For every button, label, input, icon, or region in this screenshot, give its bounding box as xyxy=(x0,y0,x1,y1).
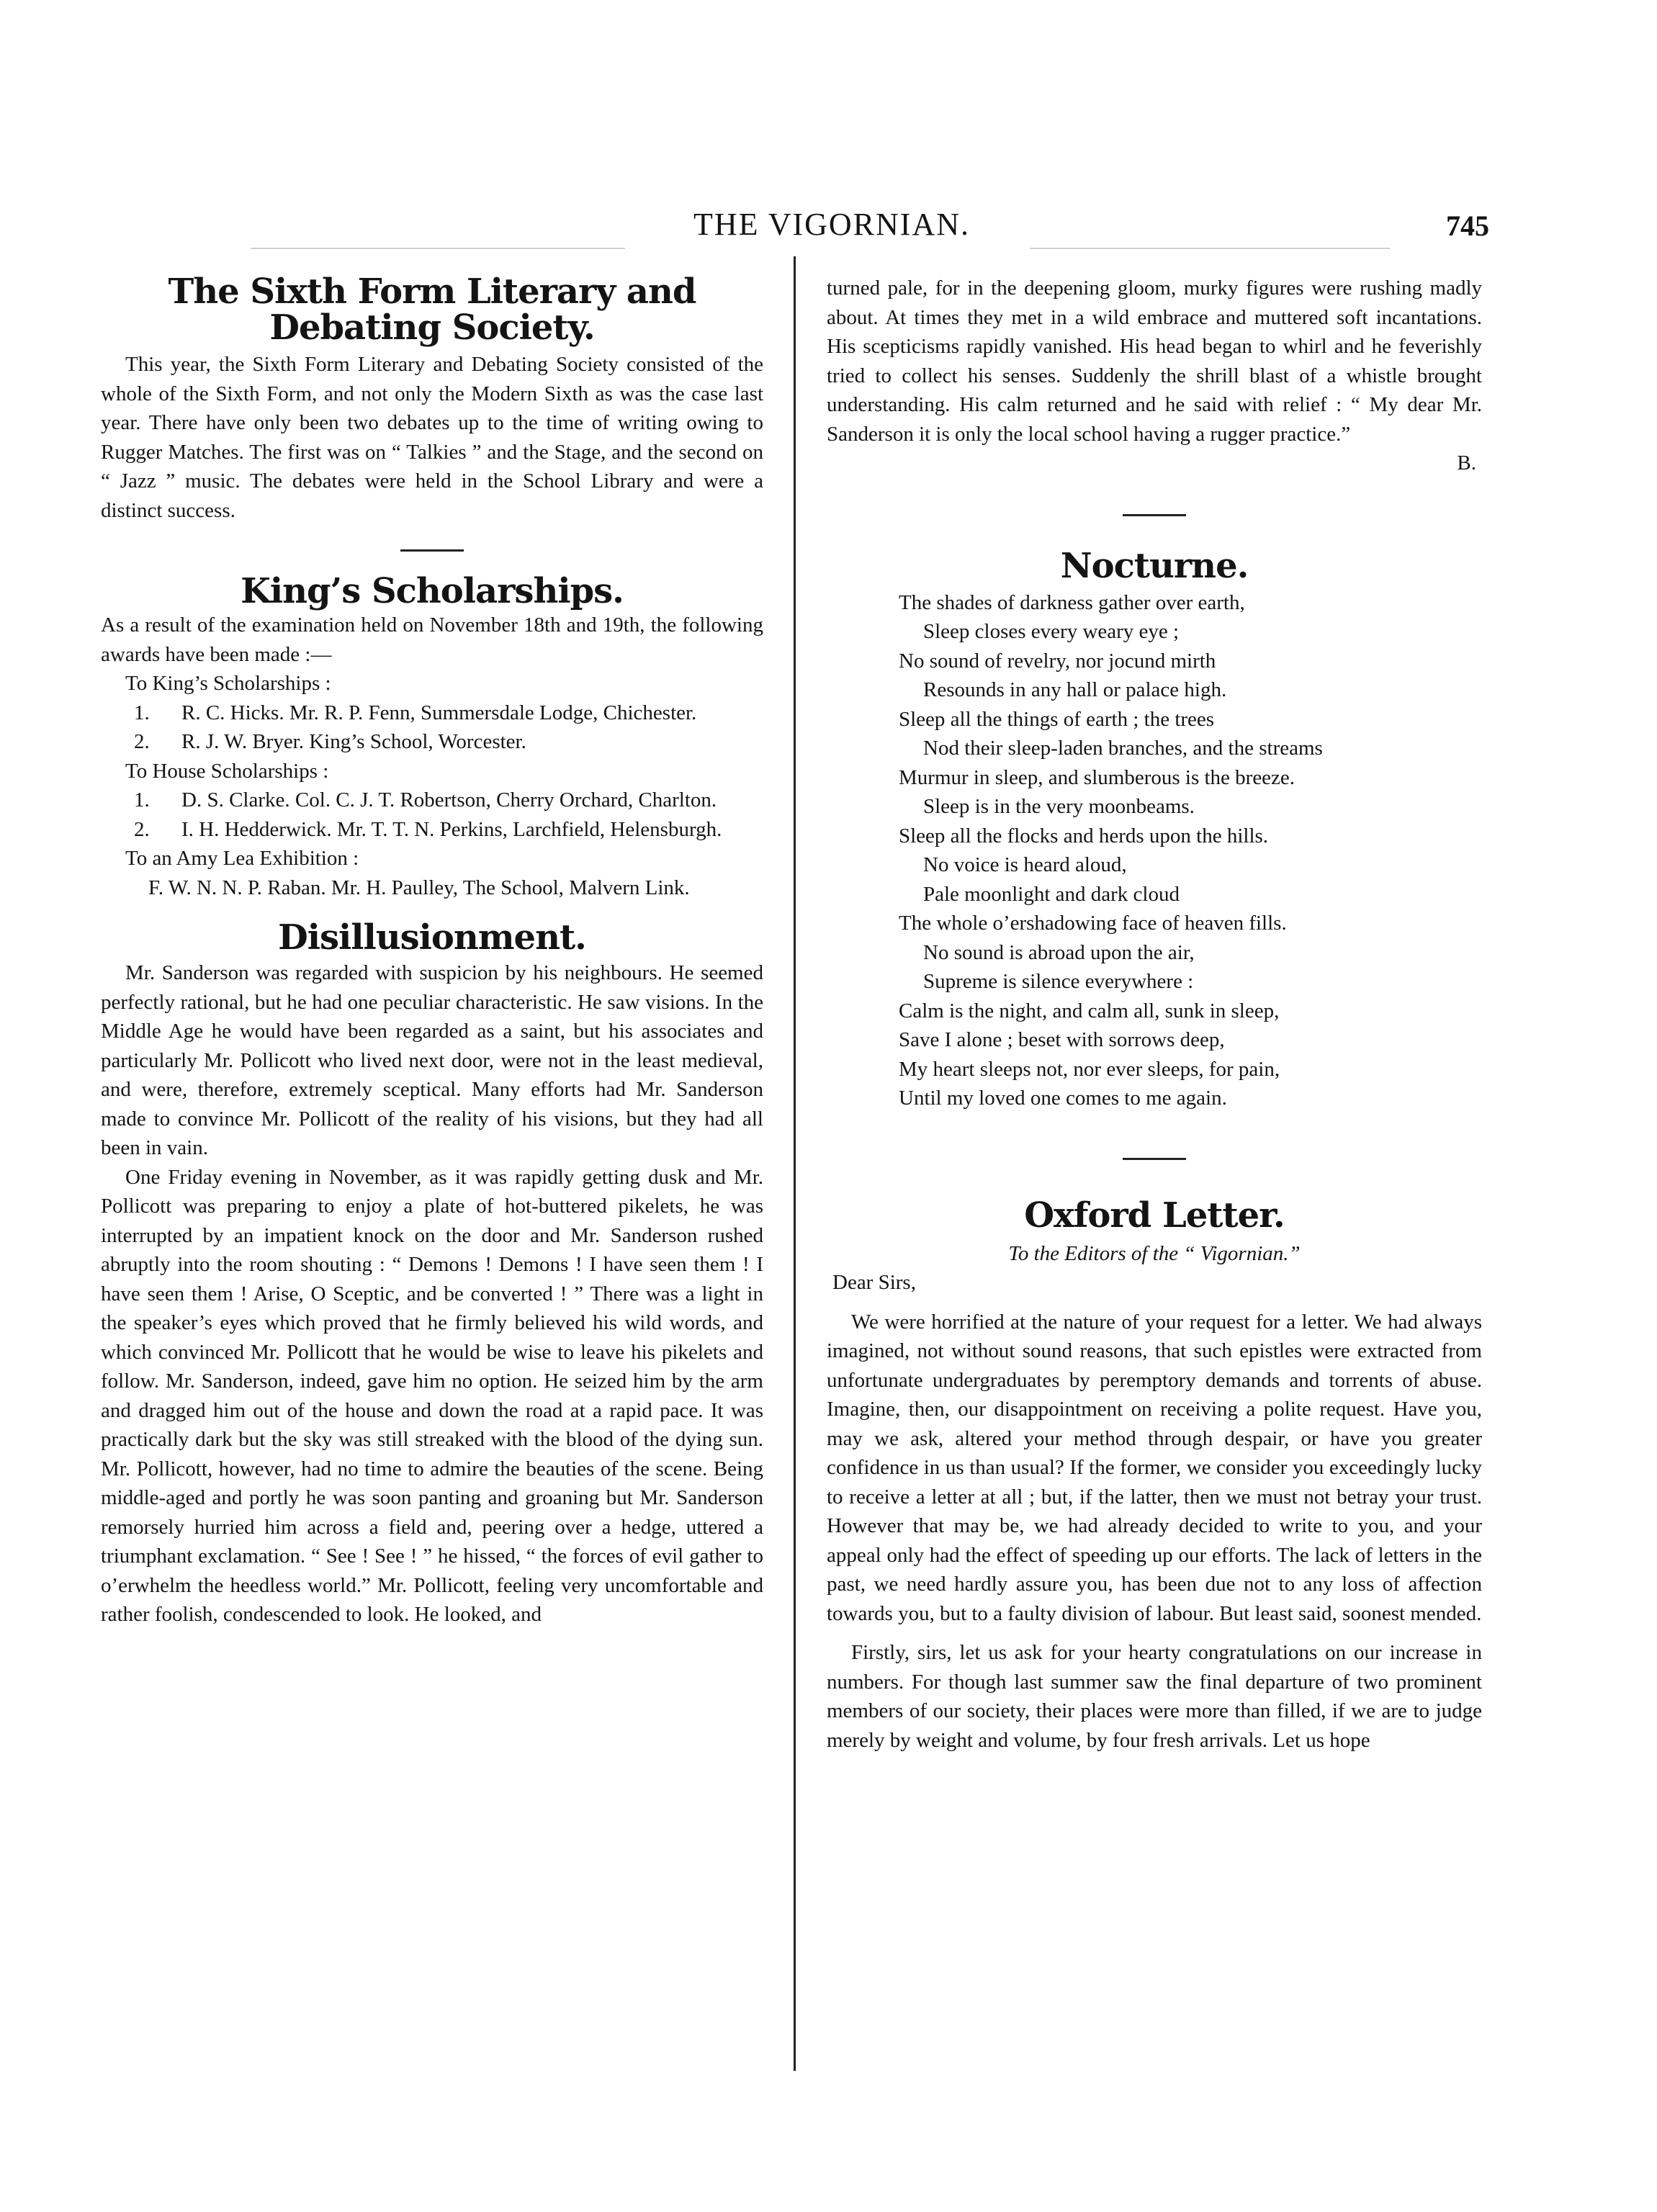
poem-line: Sleep is in the very moonbeams. xyxy=(923,795,1195,818)
society-body: This year, the Sixth Form Literary and Debating Society consisted of the whole of the Sixth Form, and not only the Modern Sixth as was the case last year. There have only been two debates up to the time of writing owing to Rugger Matches. The first was on “ Talkies ” and the Stage, and the second on “ Jazz ” music. The debates were held in the School Library and were a distinct success. xyxy=(101,353,763,522)
section-rule xyxy=(1123,514,1186,516)
poem-line: Nod their sleep-laden branches, and the streams xyxy=(923,737,1323,760)
poem-line: No sound is abroad upon the air, xyxy=(923,940,1195,964)
poem-line: Supreme is silence everywhere : xyxy=(923,970,1194,993)
scholarship-award xyxy=(101,815,763,845)
award-number: 1. xyxy=(134,701,150,724)
poem-line: Resounds in any hall or palace high. xyxy=(923,678,1227,701)
kings-scholarships-article xyxy=(101,573,763,902)
award-number: 2. xyxy=(134,730,150,753)
scholarship-group-heading: To King’s Scholarships : xyxy=(125,672,331,695)
scholarship-group-heading: To an Amy Lea Exhibition : xyxy=(125,847,359,870)
sixth-form-society-article xyxy=(101,271,763,525)
header-rule-right xyxy=(1030,248,1390,249)
scholarship-award xyxy=(101,873,763,903)
scholarship-award xyxy=(101,727,763,757)
page-header xyxy=(0,206,1657,249)
section-rule xyxy=(400,549,464,552)
poem-line: Sleep closes every weary eye ; xyxy=(923,620,1180,643)
nocturne-title: Nocturne. xyxy=(1060,545,1249,586)
poem-line: No sound of revelry, nor jocund mirth xyxy=(899,649,1216,673)
section-rule xyxy=(1123,1158,1186,1160)
award-text: I. H. Hedderwick. Mr. T. T. N. Perkins, Larchfield, Helensburgh. xyxy=(181,817,722,841)
running-title: THE VIGORNIAN. xyxy=(693,207,971,242)
disillusionment-title: Disillusionment. xyxy=(278,917,586,958)
left-column xyxy=(101,271,763,1629)
story-continuation: turned pale, for in the deepening gloom, murky figures were rushing madly about. At times they met in a wild embrace and muttered soft incantations. His scepticisms rapidly vanished. His head began to whirl and he feverishly tried to collect his senses. Suddenly the shrill blast of a whistle brought understanding. His calm returned and he said with relief : “ My dear Mr. Sanderson it is only the local school having a rugger practice.” xyxy=(827,276,1482,446)
letter-paragraph: We were horrified at the nature of your request for a letter. We had always imagined, not without sound reasons, that such epistles were extracted from unfortunate undergraduates by peremptory demands and torrents of abuse. Imagine, then, our disappointment on receiving a polite request. Have you, may we ask, altered your method through despair, or have you greater confidence in us than usual? If the former, we consider you exceedingly lucky to receive a letter at all ; but, if the latter, then we must not betray your trust. However that may be, we had already decided to write to you, and your appeal only had the effect of speeding up our efforts. The lack of letters in the past, we need hardly assure you, has been due not to any loss of affection towards you, but to a faulty division of labour. But least said, soonest mended. xyxy=(827,1310,1482,1625)
article-paragraph: Mr. Sanderson was regarded with suspicion by his neighbours. He seemed perfectly rational, but he had one peculiar characteristic. He saw visions. In the Middle Age he would have been regarded as a saint, but his associates and particularly Mr. Pollicott who lived next door, were not in the least medieval, and were, therefore, extremely sceptical. Many efforts had Mr. Sanderson made to convince Mr. Pollicott of the reality of his visions, but they had all been in vain. xyxy=(101,961,763,1159)
poem-line: Sleep all the flocks and herds upon the hills. xyxy=(899,824,1269,848)
oxford-letter-article xyxy=(827,1197,1482,1755)
poem-line: Until my loved one comes to me again. xyxy=(899,1087,1227,1110)
header-rule-left xyxy=(251,248,625,249)
page-number: 745 xyxy=(1446,210,1489,242)
award-text: R. J. W. Bryer. King’s School, Worcester. xyxy=(181,730,526,753)
poem-lines xyxy=(827,588,1482,1113)
poem-line: The shades of darkness gather over earth, xyxy=(899,590,1245,614)
poem-line: Pale moonlight and dark cloud xyxy=(923,882,1180,906)
scholarship-award xyxy=(101,786,763,815)
disillusionment-article xyxy=(101,917,763,1629)
poem-line: Save I alone ; beset with sorrows deep, xyxy=(899,1028,1225,1051)
poem-line: Sleep all the things of earth ; the trees xyxy=(899,707,1215,731)
award-text: R. C. Hicks. Mr. R. P. Fenn, Summersdale Lodge, Chichester. xyxy=(181,701,697,724)
poem-line: No voice is heard aloud, xyxy=(923,853,1127,876)
column-divider xyxy=(794,256,796,2071)
letter-paragraph: Firstly, sirs, let us ask for your hearty congratulations on our increase in numbers. For though last summer saw the final departure of two prominent members of our society, their places were more than filled, if we are to judge merely by weight and volume, by four fresh arrivals. Let us hope xyxy=(827,1641,1482,1752)
to-editors-line: To the Editors of the “ Vigornian.” xyxy=(1008,1241,1301,1265)
scholarships-title: King’s Scholarships. xyxy=(241,571,624,611)
article-paragraph: One Friday evening in November, as it was rapidly getting dusk and Mr. Pollicott was preparing to enjoy a plate of hot-buttered pikelets, he was interrupted by an impatient knock on the door and Mr. Sanderson rushed abruptly into the room shouting : “ Demons ! Demons ! I have seen them ! I have seen them ! Arise, O Sceptic, and be converted ! ” There was a light in the speaker’s eyes which proved that he firmly believed his wild words, and which convinced Mr. Pollicott that he would be wise to leave his pikelets and follow. Mr. Sanderson, indeed, gave him no option. He seized him by the arm and dragged him out of the house and down the road at a rapid pace. It was practically dark but the sky was still streaked with the blood of the dying sun. Mr. Pollicott, however, had no time to admire the beauties of the scene. Being middle-aged and portly he was soon panting and groaning but Mr. Sanderson remorsely hurried him across a field and, peering over a hedge, uttered a triumphant exclamation. “ See ! See ! ” he hissed, “ the forces of evil gather to o’erwhelm the heedless world.” Mr. Pollicott, feeling very uncomfortable and rather foolish, condescended to look. He looked, and xyxy=(101,1165,763,1626)
scholarship-award xyxy=(101,698,763,728)
right-column xyxy=(827,274,1482,1755)
society-title: The Sixth Form Literary and Debating Society. xyxy=(168,271,696,348)
author-signature: B. xyxy=(1457,451,1476,475)
nocturne-poem xyxy=(827,545,1482,1113)
poem-line: The whole o’ershadowing face of heaven fills. xyxy=(899,912,1287,935)
scholarship-group-heading: To House Scholarships : xyxy=(125,759,329,783)
award-number: 1. xyxy=(134,788,150,811)
poem-line: Calm is the night, and calm all, sunk in sleep, xyxy=(899,999,1280,1022)
oxford-letter-title: Oxford Letter. xyxy=(1024,1195,1285,1236)
poem-line: Murmur in sleep, and slumberous is the breeze. xyxy=(899,765,1295,789)
poem-line: My heart sleeps not, nor ever sleeps, for pain, xyxy=(899,1057,1280,1081)
salutation: Dear Sirs, xyxy=(832,1271,916,1294)
scholarships-intro: As a result of the examination held on November 18th and 19th, the following awards have been made :— xyxy=(101,613,763,666)
award-text: F. W. N. N. P. Raban. Mr. H. Paulley, The School, Malvern Link. xyxy=(148,876,690,899)
award-text: D. S. Clarke. Col. C. J. T. Robertson, Cherry Orchard, Charlton. xyxy=(181,788,717,811)
award-number: 2. xyxy=(134,817,150,841)
